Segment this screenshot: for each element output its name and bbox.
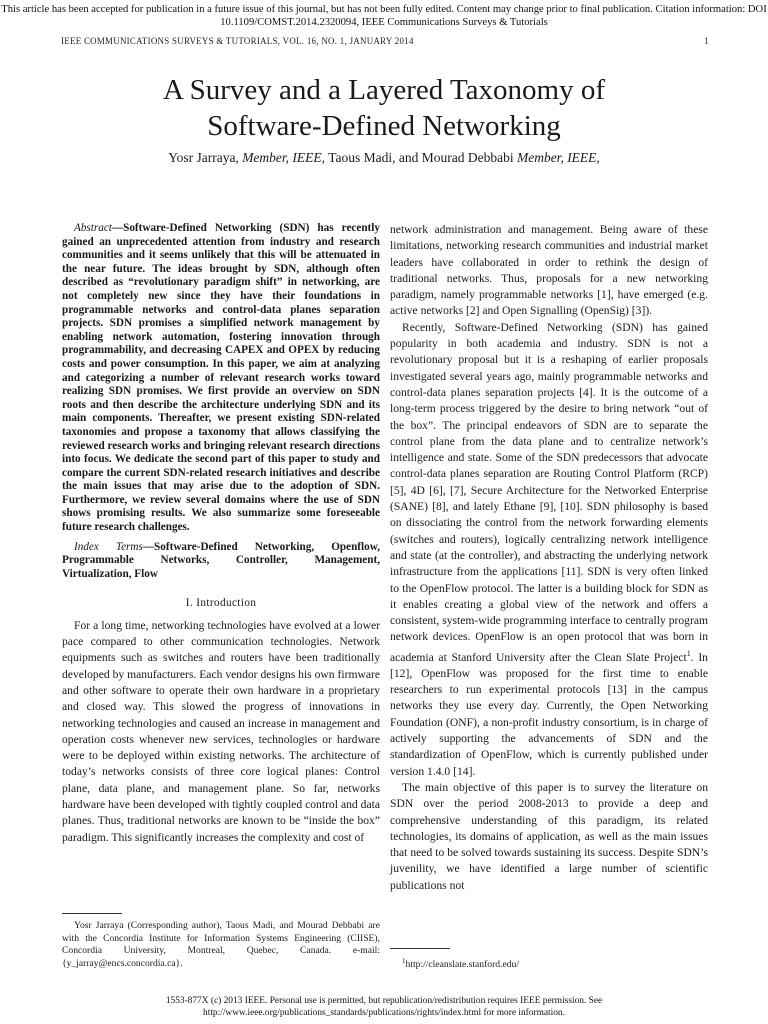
intro-paragraph-1-cont: network administration and management. Being aware of these limitations, networking research communities and industrial market leaders have collaborated in order to rethink the design of traditional networks. Thus, proposals for a new networking paradigm, namely programmable networks [1], have emerged (e.g. active networks [2] and Open Signalling (OpenSig) [3]).: [390, 223, 708, 318]
copyright-line-2[interactable]: http://www.ieee.org/publications_standards/publications/rights/index.html for more information.: [203, 1007, 565, 1018]
footnote-1-mark: 1: [402, 957, 406, 965]
author-list: [0, 150, 768, 166]
right-column: [390, 222, 708, 894]
title-line-2: Software-Defined Networking: [207, 110, 561, 142]
abstract-text: —Software-Defined Networking (SDN) has recently gained an unprecedented attention from industry and research communities and it seems unlikely that this will be attenuated in the near future. The ideas brought by SDN, although often described as “revolutionary paradigm shift” in networking, are not completely new since they have their foundations in programmable networks and control-data planes separation projects. SDN promises a simplified network management by enabling network automation, fostering innovation through programmability, and decreasing CAPEX and OPEX by reducing costs and power consumption. In this paper, we aim at analyzing and categorizing a number of relevant research works toward realizing SDN promises. We first provide an overview on SDN roots and then describe the architecture underlying SDN and its main components. Thereafter, we present existing SDN-related taxonomies and propose a taxonomy that allows classifying the reviewed research works and bringing relevant research directions into focus. We dedicate the second part of this paper to study and compare the current SDN-related research initiatives and describe the main issues that may arise due to the adoption of SDN. Furthermore, we review several domains where the use of SDN shows promising results. We also summarize some foreseeable future research challenges.: [62, 222, 380, 534]
index-terms-lead: Index Terms: [74, 540, 143, 553]
copyright-notice: [0, 996, 768, 1019]
index-terms: [62, 541, 380, 582]
footnote-mark-1: 1: [686, 648, 691, 658]
intro-paragraph-2: [390, 320, 708, 780]
intro-paragraph-1: For a long time, networking technologies have evolved at a lower pace compared to other communication technologies. Network equipments such as switches and routers have been traditionally developed by manufacturers. Each vendor designs his own firmware and other software to operate their own hardware in a proprietary and closed way. This slowed the progress of innovations in networking technologies and caused an increase in management and operation costs whenever new services, technologies or hardware were to be deployed within existing networks. The architecture of today’s networks consists of three core logical planes: Control plane, data plane, and management plane. So far, networks hardware have been developed with tightly coupled control and data planes. Thus, traditional networks are known to be “inside the box” paradigm. This significantly increases the complexity and cost of: [62, 618, 380, 844]
copyright-line-1: 1553-877X (c) 2013 IEEE. Personal use is permitted, but republication/redistribution requires IEEE permission. See: [165, 996, 603, 1006]
para2-end: . In [12], OpenFlow was proposed for the first time to enable researchers to run experimental protocols [13] in the campus networks they use every day. Currently, the Open Networking Foundation (ONF), a non-profit industry consortium, is in charge of actively supporting the advancements of SDN and the standardization of OpenFlow, which is currently published under version 1.4.0 [14].: [390, 650, 708, 778]
index-terms-text: —Software-Defined Networking, Openflow, Programmable Networks, Controller, Management, Virtualization, Flow: [62, 540, 380, 580]
paper-title: [0, 72, 768, 144]
title-line-1: A Survey and a Layered Taxonomy of: [163, 74, 605, 106]
section-heading-introduction: I. Introduction: [185, 597, 257, 610]
publication-notice: [0, 3, 768, 29]
journal-info: IEEE COMMUNICATIONS SURVEYS & TUTORIALS, VOL. 16, NO. 1, JANUARY 2014: [61, 36, 414, 46]
footnote-rule-right: [390, 948, 450, 949]
footnote-rule-left: [62, 913, 122, 914]
abstract: [62, 222, 380, 535]
intro-paragraph-3: The main objective of this paper is to survey the literature on SDN over the period 2008-2013 to provide a deep and comprehensive understanding of this paradigm, its related technologies, its domains of application, as well as the main issues that need to be solved towards sustaining its success. Despite SDN’s juvenility, we have identified a large number of scientific publications not: [390, 780, 708, 892]
author-3-role: Member, IEEE,: [516, 150, 600, 165]
url-footnote: [390, 955, 708, 971]
left-column: [62, 222, 380, 846]
running-head: [61, 36, 709, 46]
page-number: 1: [704, 36, 709, 46]
authors-2-3: Taous Madi, and Mourad Debbabi: [328, 150, 514, 165]
author-1: Yosr Jarraya,: [168, 150, 239, 165]
footnote-1-link[interactable]: http://cleanslate.stanford.edu/: [405, 959, 519, 971]
notice-line-2: 10.1109/COMST.2014.2320094, IEEE Communications Surveys & Tutorials: [220, 17, 548, 28]
notice-line-1: This article has been accepted for publication in a future issue of this journal, but has not been fully edited. Content may change prior to final publication. Citation information: DOI: [1, 4, 767, 15]
author-1-role: Member, IEEE,: [242, 150, 326, 165]
author-affiliation-footnote: Yosr Jarraya (Corresponding author), Taous Madi, and Mourad Debbabi are with the Concordia Institute for Information Systems Engineering (CIISE), Concordia University, Montreal, Quebec, Canada. e-mail: {y_jarray@encs.concordia.ca}.: [62, 920, 380, 969]
abstract-lead: Abstract: [74, 222, 112, 234]
para2-text: Recently, Software-Defined Networking (SDN) has gained popularity in both academia and industry. SDN is not a revolutionary proposal but it is a reshaping of earlier proposals investigated several years ago, mainly programmable networks and control-data planes separation projects [4]. It is the outcome of a long-term process triggered by the desire to bring network “out of the box”. The principal endeavors of SDN are to separate the control plane from the data plane and to centralize network’s intelligence and state. Some of the SDN predecessors that advocate control-data planes separation are Routing Control Platform (RCP) [5], 4D [6], [7], Secure Architecture for the Networked Enterprise (SANE) [8], and lately Ethane [9], [10]. SDN philosophy is based on dissociating the control from the network forwarding elements (switches and routers), logically centralizing network intelligence and state (at the controller), and abstracting the underlying network infrastructure from the applications [11]. SDN is very often linked to the OpenFlow protocol. The latter is a building block for SDN as it enables creating a global view of the network and offers a consistent, system-wide programming interface to centrally program network devices. OpenFlow is an open protocol that was born in academia at Stanford University after the Clean Slate Project: [390, 320, 708, 664]
